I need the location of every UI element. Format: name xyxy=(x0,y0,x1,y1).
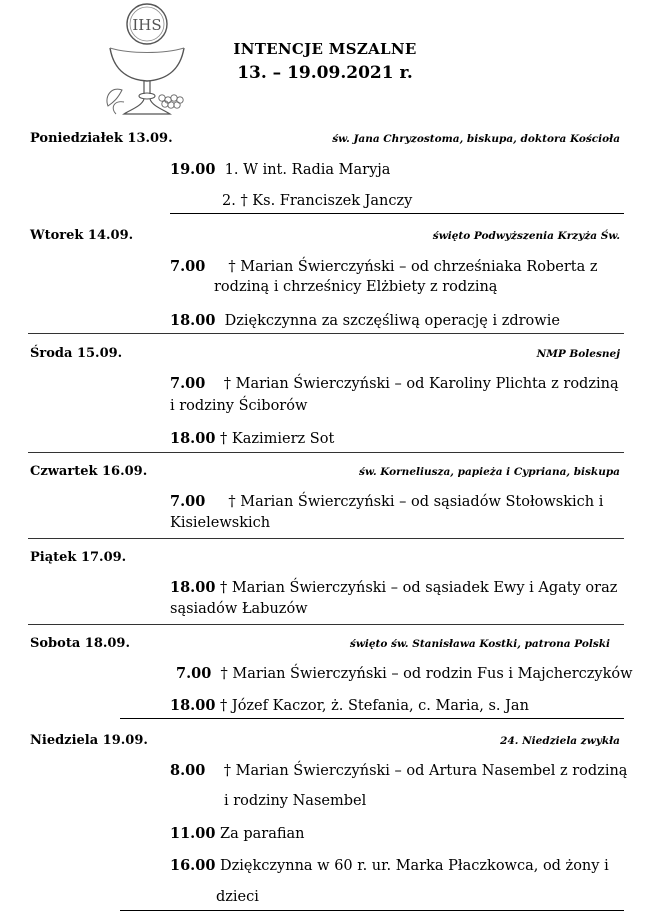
mass-entry xyxy=(170,579,617,596)
mass-entry xyxy=(170,258,598,275)
divider xyxy=(28,538,624,539)
mass-time: 18.00 xyxy=(170,312,216,329)
mass-entry xyxy=(170,762,627,779)
day-thursday: Czwartek 16.09. xyxy=(30,464,148,479)
mass-time: 7.00 xyxy=(170,258,206,275)
mass-entry xyxy=(170,825,305,842)
mass-intention: † Kazimierz Sot xyxy=(220,431,335,447)
mass-entry xyxy=(170,375,619,392)
mass-time: 18.00 xyxy=(170,430,216,447)
mass-entry xyxy=(176,665,633,682)
mass-intention: † Marian Świerczyński – od rodzin Fus i Majcherczyków xyxy=(220,666,633,682)
mass-time: 8.00 xyxy=(170,762,206,779)
mass-entry xyxy=(170,430,334,447)
mass-intention: † Marian Świerczyński – od Karoliny Plichta z rodziną xyxy=(223,376,619,392)
mass-intention: sąsiadów Łabuzów xyxy=(170,601,308,617)
mass-time: 11.00 xyxy=(170,825,216,842)
day-wednesday: Środa 15.09. xyxy=(30,346,123,361)
mass-intention: † Marian Świerczyński – od Artura Nasembel z rodziną xyxy=(223,763,628,779)
mass-intention: dzieci xyxy=(216,889,259,905)
day-tuesday: Wtorek 14.09. xyxy=(30,228,134,243)
mass-entry xyxy=(170,857,609,874)
divider xyxy=(28,624,624,625)
mass-time: 7.00 xyxy=(170,493,206,510)
mass-intention: i rodziny Nasembel xyxy=(224,793,367,809)
mass-intention: Za parafian xyxy=(220,826,305,842)
mass-entry xyxy=(170,697,529,714)
day-sunday: Niedziela 19.09. xyxy=(30,733,148,748)
mass-intention: Dziękczynna w 60 r. ur. Marka Płaczkowca, od żony i xyxy=(220,858,609,874)
ihs-monogram: IHS xyxy=(132,16,162,34)
mass-intention: Dziękczynna za szczęśliwą operację i zdrowie xyxy=(224,313,560,329)
mass-time: 7.00 xyxy=(170,375,206,392)
mass-intention: i rodziny Ściborów xyxy=(170,398,308,414)
date-range: 13. – 19.09.2021 r. xyxy=(237,63,413,83)
mass-time: 18.00 xyxy=(170,579,216,596)
feast-monday: św. Jana Chryzostoma, biskupa, doktora Kościoła xyxy=(332,133,620,145)
mass-entry xyxy=(170,493,603,510)
chalice-logo xyxy=(100,2,190,120)
mass-intention: rodziną i chrześnicy Elżbiety z rodziną xyxy=(214,279,498,295)
mass-time: 7.00 xyxy=(176,665,212,682)
feast-sunday: 24. Niedziela zwykła xyxy=(500,735,620,747)
day-saturday: Sobota 18.09. xyxy=(30,636,131,651)
mass-intention: † Marian Świerczyński – od chrześniaka Roberta z xyxy=(228,259,598,275)
mass-time: 18.00 xyxy=(170,697,216,714)
divider xyxy=(120,718,624,719)
feast-tuesday: święto Podwyższenia Krzyża Św. xyxy=(432,230,620,242)
mass-intention: 1. W int. Radia Maryja xyxy=(224,162,391,178)
day-monday: Poniedziałek 13.09. xyxy=(30,131,173,146)
day-friday: Piątek 17.09. xyxy=(30,550,127,565)
feast-wednesday: NMP Bolesnej xyxy=(536,348,620,360)
divider xyxy=(120,910,624,911)
chalice-icon xyxy=(100,2,190,120)
feast-saturday: święto św. Stanisława Kostki, patrona Polski xyxy=(349,638,610,650)
mass-intention: † Józef Kaczor, ż. Stefania, c. Maria, s. Jan xyxy=(220,698,529,714)
mass-time: 19.00 xyxy=(170,161,216,178)
divider xyxy=(28,333,624,334)
mass-intention: 2. † Ks. Franciszek Janczy xyxy=(222,193,413,209)
mass-intention: † Marian Świerczyński – od sąsiadek Ewy i Agaty oraz xyxy=(220,580,618,596)
mass-intention: Kisielewskich xyxy=(170,515,271,531)
mass-intention: † Marian Świerczyński – od sąsiadów Stołowskich i xyxy=(228,494,604,510)
divider xyxy=(28,452,624,453)
mass-entry xyxy=(170,312,560,329)
divider xyxy=(170,213,624,214)
mass-entry xyxy=(170,161,390,178)
page-title: INTENCJE MSZALNE xyxy=(233,40,417,58)
mass-time: 16.00 xyxy=(170,857,216,874)
feast-thursday: św. Korneliusza, papieża i Cypriana, biskupa xyxy=(359,466,620,478)
